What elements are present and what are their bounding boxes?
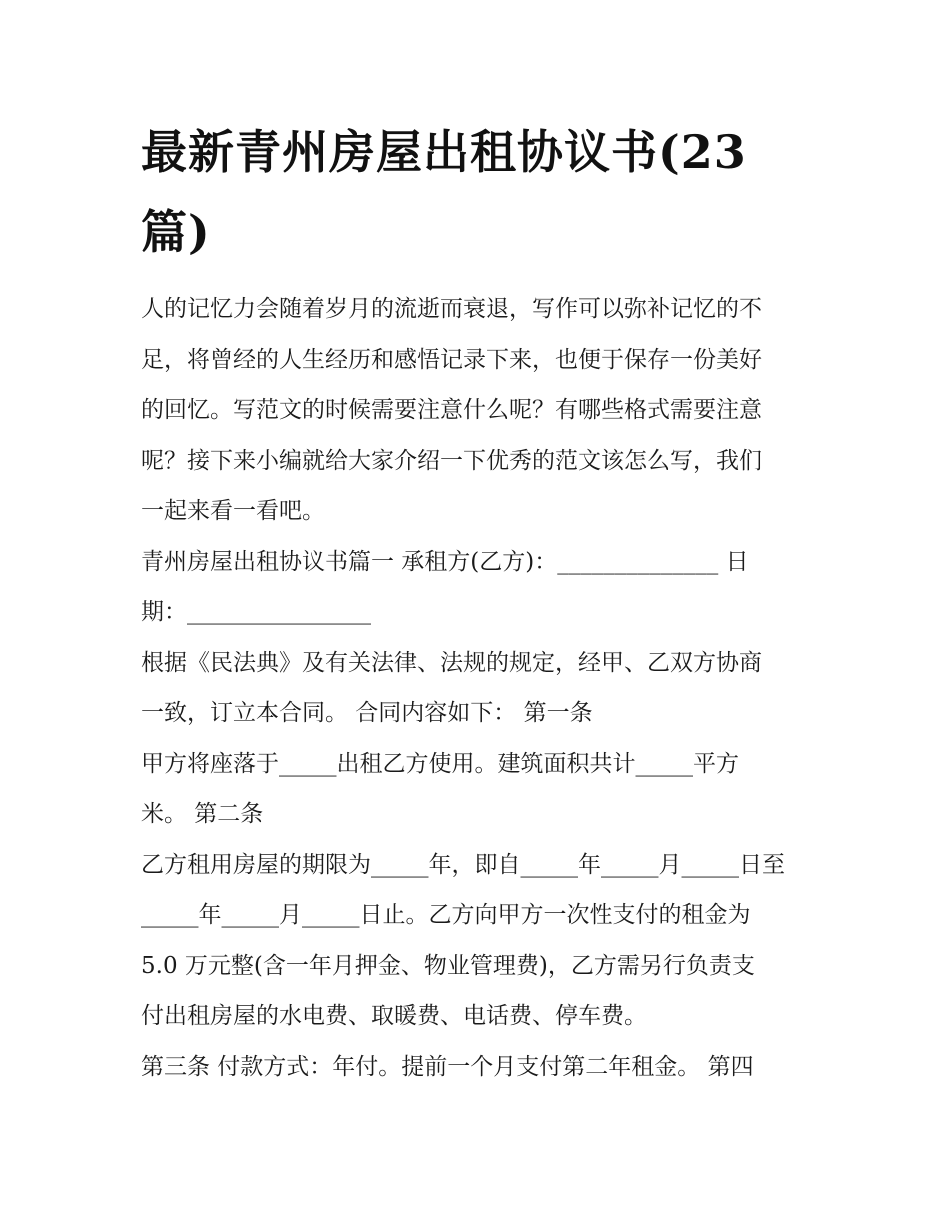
body-line: 甲方将座落于_____出租乙方使用。建筑面积共计_____平方 xyxy=(141,750,739,777)
body-line: 第三条 付款方式：年付。提前一个月支付第二年租金。 第四 xyxy=(141,1053,754,1080)
body-line: 乙方租用房屋的期限为_____年，即自_____年_____月_____日至 xyxy=(141,851,785,878)
body-line: 呢？接下来小编就给大家介绍一下优秀的范文该怎么写，我们 xyxy=(141,447,762,474)
body-line: 青州房屋出租协议书篇一 承租方(乙方)：______________ 日 xyxy=(141,548,749,575)
body-line: 5.0 万元整(含一年月押金、物业管理费)，乙方需另行负责支 xyxy=(141,952,755,979)
body-line: 一致，订立本合同。 合同内容如下： 第一条 xyxy=(141,700,593,726)
body-line: 根据《民法典》及有关法律、法规的规定，经甲、乙双方协商 xyxy=(141,649,762,676)
body-line: 足，将曾经的人生经历和感悟记录下来，也便于保存一份美好 xyxy=(141,346,762,373)
document-page xyxy=(141,112,821,1092)
body-line: 人的记忆力会随着岁月的流逝而衰退，写作可以弥补记忆的不 xyxy=(141,296,762,322)
document-title xyxy=(141,112,821,272)
body-line: 期：________________ xyxy=(141,599,371,625)
body-line: 付出租房屋的水电费、取暖费、电话费、停车费。 xyxy=(141,1003,647,1029)
document-title-line-2: 篇) xyxy=(141,205,211,259)
document-title-line-1: 最新青州房屋出租协议书(23 xyxy=(141,125,747,179)
document-body xyxy=(141,284,821,1092)
body-line: 一起来看一看吧。 xyxy=(141,498,325,524)
body-line: 的回忆。写范文的时候需要注意什么呢？有哪些格式需要注意 xyxy=(141,397,762,423)
body-line: _____年_____月_____日止。乙方向甲方一次性支付的租金为 xyxy=(141,902,751,928)
body-line: 米。 第二条 xyxy=(141,801,264,827)
